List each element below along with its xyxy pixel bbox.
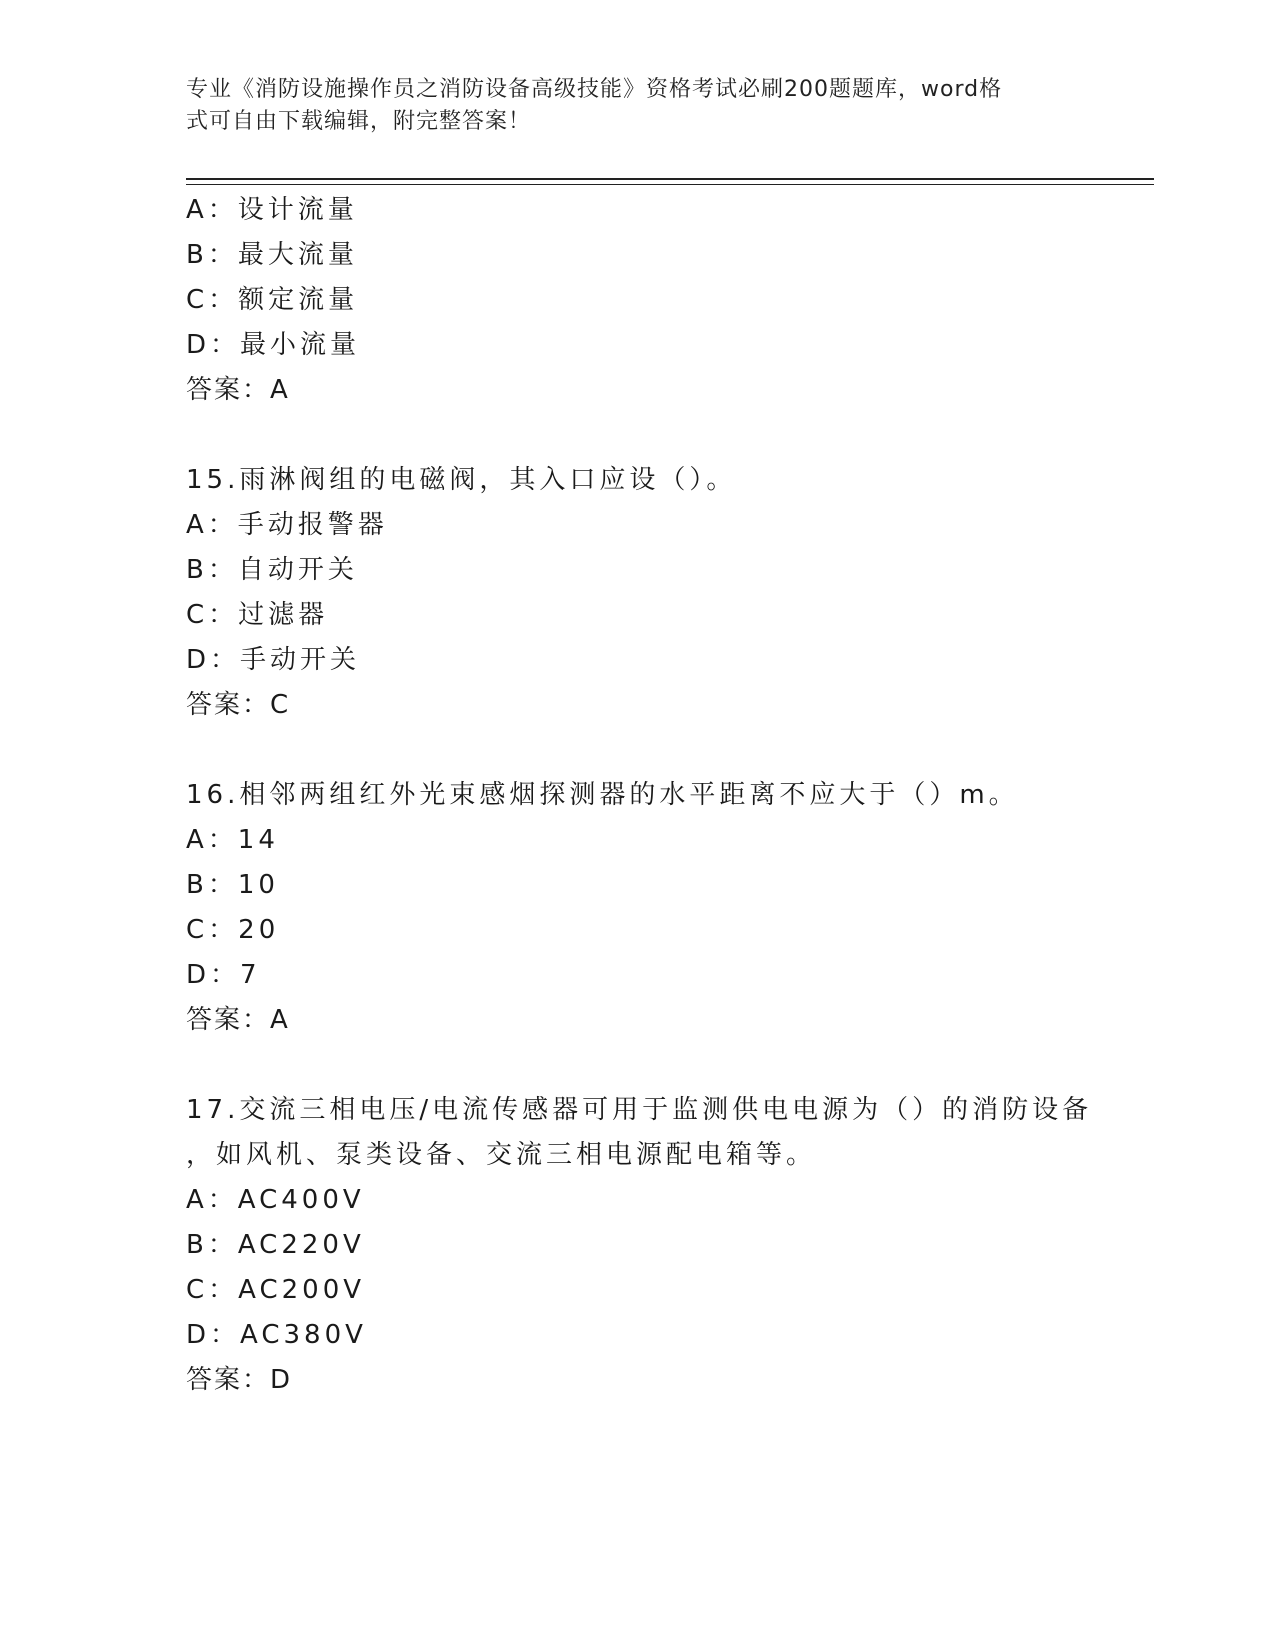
q15-question: 15.雨淋阀组的电磁阀，其入口应设（）。	[186, 465, 737, 495]
q14-option-c: C：额定流量	[186, 285, 359, 315]
q15-option-c: C：过滤器	[186, 600, 329, 630]
q14-answer: 答案：A	[186, 375, 290, 405]
q16-option-a: A：14	[186, 825, 279, 855]
q17-option-a: A：AC400V	[186, 1185, 365, 1215]
q14-option-b: B：最大流量	[186, 240, 358, 270]
q17-option-b: B：AC220V	[186, 1230, 365, 1260]
document-header	[186, 74, 1066, 138]
q16-question: 16.相邻两组红外光束感烟探测器的水平距离不应大于（）m。	[186, 780, 1019, 810]
q17-option-c: C：AC200V	[186, 1275, 366, 1305]
q17-answer: 答案：D	[186, 1365, 293, 1395]
q16-answer: 答案：A	[186, 1005, 290, 1035]
q15-option-d: D：手动开关	[186, 645, 361, 675]
q15-option-a: A：手动报警器	[186, 510, 388, 540]
header-line-2: 式可自由下载编辑，附完整答案！	[186, 109, 532, 134]
q14-option-d: D：最小流量	[186, 330, 361, 360]
header-line-1: 专业《消防设施操作员之消防设备高级技能》资格考试必刷200题题库，word格	[186, 77, 1003, 102]
q17-option-d: D：AC380V	[186, 1320, 367, 1350]
q15-option-b: B：自动开关	[186, 555, 358, 585]
q15-answer: 答案：C	[186, 690, 291, 720]
header-divider-thick	[186, 178, 1154, 180]
q16-option-d: D：7	[186, 960, 261, 990]
q16-option-c: C：20	[186, 915, 280, 945]
header-divider-thin	[186, 184, 1154, 185]
q17-question-line-2: ，如风机、泵类设备、交流三相电源配电箱等。	[186, 1140, 817, 1170]
q14-option-a: A：设计流量	[186, 195, 358, 225]
q17-question-line-1: 17.交流三相电压/电流传感器可用于监测供电电源为（）的消防设备	[186, 1095, 1093, 1125]
q16-option-b: B：10	[186, 870, 279, 900]
